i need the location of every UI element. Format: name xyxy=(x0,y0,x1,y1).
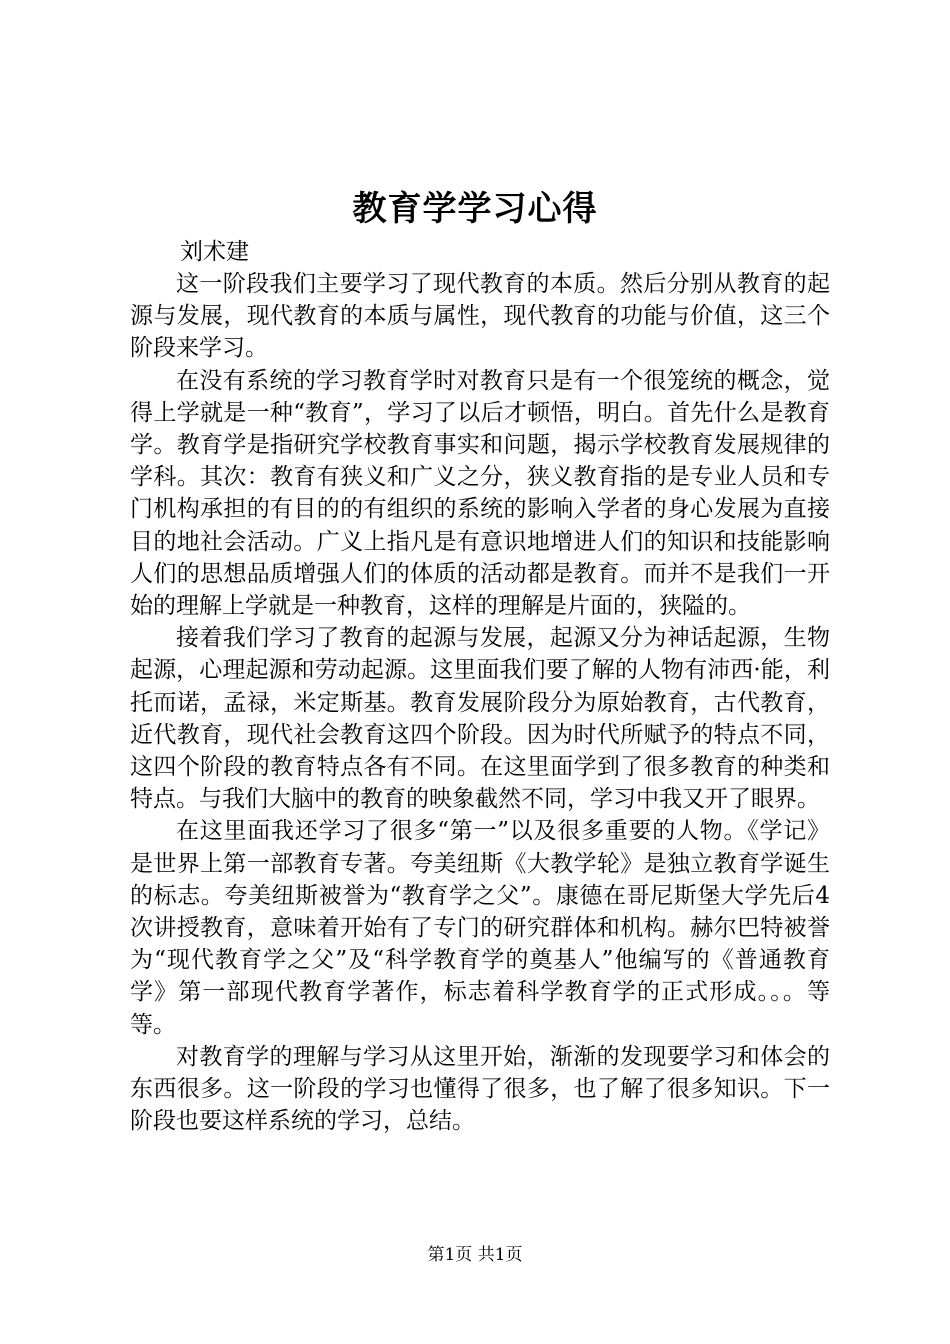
paragraph: 在没有系统的学习教育学时对教育只是有一个很笼统的概念，觉得上学就是一种“教育”，学习了以后才顿悟，明白。首先什么是教育学。教育学是指研究学校教育事实和问题，揭示学校教育发展规律的学科。其次：教育有狭义和广义之分，狭义教育指的是专业人员和专门机构承担的有目的的有组织的系统的影响入学者的身心发展为直接目的地社会活动。广义上指凡是有意识地增进人们的知识和技能影响人们的思想品质增强人们的体质的活动都是教育。而并不是我们一开始的理解上学就是一种教育，这样的理解是片面的，狭隘的。 xyxy=(130,367,830,620)
page-footer: 第1页 共1页 xyxy=(427,1245,523,1265)
document-body xyxy=(130,268,830,1137)
paragraph: 对教育学的理解与学习从这里开始，渐渐的发现要学习和体会的东西很多。这一阶段的学习也懂得了很多，也了解了很多知识。下一阶段也要这样系统的学习，总结。 xyxy=(130,1043,830,1135)
document-author: 刘术建 xyxy=(180,239,249,265)
paragraph: 接着我们学习了教育的起源与发展，起源又分为神话起源，生物起源，心理起源和劳动起源。这里面我们要了解的人物有沛西·能，利托而诺，孟禄，米定斯基。教育发展阶段分为原始教育，古代教育，近代教育，现代社会教育这四个阶段。因为时代所赋予的特点不同，这四个阶段的教育特点各有不同。在这里面学到了很多教育的种类和特点。与我们大脑中的教育的映象截然不同，学习中我又开了眼界。 xyxy=(130,625,830,813)
document-title: 教育学学习心得 xyxy=(352,189,598,229)
paragraph: 这一阶段我们主要学习了现代教育的本质。然后分别从教育的起源与发展，现代教育的本质与属性，现代教育的功能与价值，这三个阶段来学习。 xyxy=(130,271,830,362)
paragraph: 在这里面我还学习了很多“第一”以及很多重要的人物。《学记》是世界上第一部教育专著。夸美纽斯《大教学轮》是独立教育学诞生的标志。夸美纽斯被誉为“教育学之父”。康德在哥尼斯堡大学先后4次讲授教育，意味着开始有了专门的研究群体和机构。赫尔巴特被誉为“现代教育学之父”及“科学教育学的奠基人”他编写的《普通教育学》第一部现代教育学著作，标志着科学教育学的正式形成。。。等等。 xyxy=(130,818,830,1038)
